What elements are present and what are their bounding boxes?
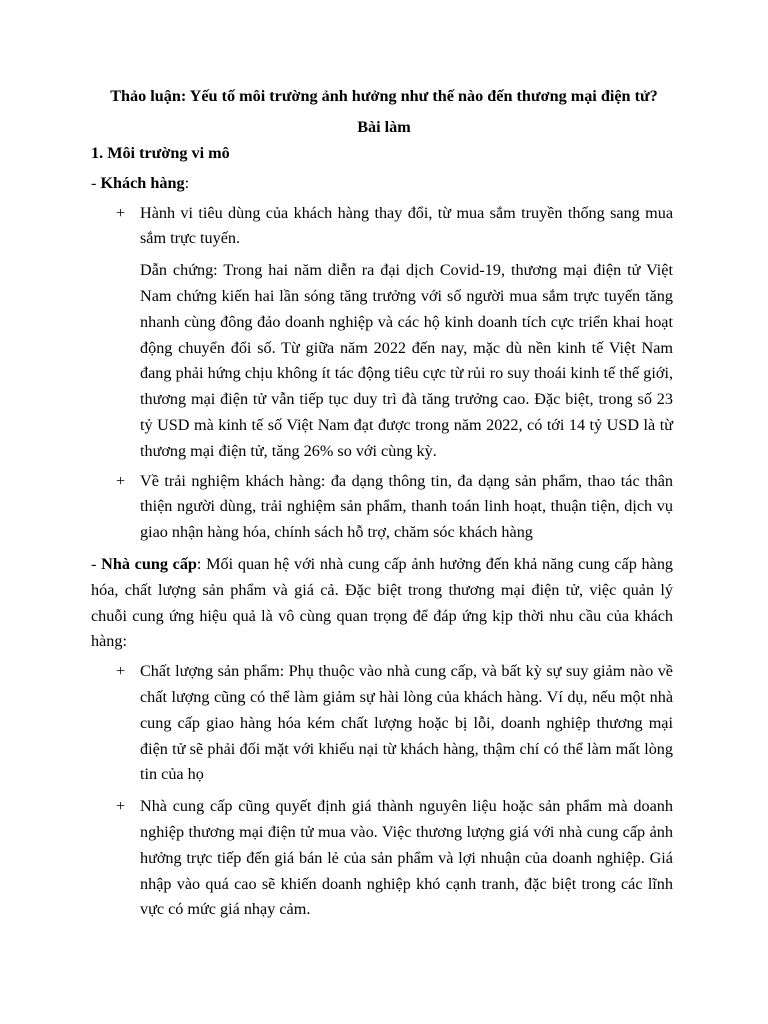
supplier-intro: : Mối quan hệ với nhà cung cấp ảnh hưởng đến khả năng cung cấp hàng hóa, chất lượng sản phẩm và giá cả. Đặc biệt trong thương mại điện tử, việc quản lý chuỗi cung ứng hiệu quả là vô cùng quan trọng để đáp ứng kịp thời nhu cầu của khách hàng: bbox=[91, 554, 674, 651]
section-heading: 1. Môi trường vi mô bbox=[91, 144, 230, 162]
supplier-prefix: - bbox=[91, 554, 102, 573]
customer-prefix: - bbox=[91, 173, 101, 192]
customer-bullet-list bbox=[91, 201, 673, 253]
bullet-marker: + bbox=[116, 471, 126, 490]
customer-label: Khách hàng bbox=[100, 173, 185, 192]
bullet-marker: + bbox=[116, 662, 126, 681]
customer-bullet-list-2 bbox=[91, 469, 673, 546]
supplier-bullet-list bbox=[91, 659, 673, 923]
list-item bbox=[91, 469, 673, 546]
supplier-paragraph bbox=[91, 552, 673, 655]
document-body bbox=[91, 141, 673, 929]
customer-bullet-behavior: Hành vi tiêu dùng của khách hàng thay đổi, từ mua sắm truyền thống sang mua sắm trực tuyến. bbox=[140, 203, 673, 248]
bullet-marker: + bbox=[116, 797, 126, 816]
list-item bbox=[91, 659, 673, 788]
customer-heading bbox=[91, 171, 673, 197]
document-subtitle: Bài làm bbox=[357, 118, 411, 136]
customer-evidence: Dẫn chứng: Trong hai năm diễn ra đại dịch Covid-19, thương mại điện tử Việt Nam chứng kiến hai lần sóng tăng trưởng với số người mua sắm trực tuyến tăng nhanh cùng đông đảo doanh nghiệp và các hộ kinh doanh tích cực triển khai hoạt động chuyển đổi số. Từ giữa năm 2022 đến nay, mặc dù nền kinh tế Việt Nam đang phải hứng chịu không ít tác động tiêu cực từ rủi ro suy thoái kinh tế thế giới, thương mại điện tử vẫn tiếp tục duy trì đà tăng trưởng cao. Đặc biệt, trong số 23 tỷ USD mà kinh tế số Việt Nam đạt được trong năm 2022, có tới 14 tỷ USD là từ thương mại điện tử, tăng 26% so với cùng kỳ. bbox=[140, 261, 673, 460]
customer-suffix: : bbox=[184, 173, 190, 192]
supplier-label: Nhà cung cấp bbox=[101, 554, 197, 573]
supplier-bullet-quality: Chất lượng sản phẩm: Phụ thuộc vào nhà cung cấp, và bất kỳ sự suy giảm nào về chất lượng cũng có thể làm giảm sự hài lòng của khách hàng. Ví dụ, nếu một nhà cung cấp giao hàng hóa kém chất lượng hoặc bị lỗi, doanh nghiệp thương mại điện tử sẽ phải đối mặt với khiếu nại từ khách hàng, thậm chí có thể làm mất lòng tin của họ bbox=[140, 662, 673, 784]
bullet-marker: + bbox=[116, 203, 126, 222]
document-title: Thảo luận: Yếu tố môi trường ảnh hưởng như thế nào đến thương mại điện tử? bbox=[110, 87, 658, 105]
customer-bullet-experience: Về trải nghiệm khách hàng: đa dạng thông tin, đa dạng sản phẩm, thao tác thân thiện người dùng, trải nghiệm sản phẩm, thanh toán linh hoạt, thuận tiện, dịch vụ giao nhận hàng hóa, chính sách hỗ trợ, chăm sóc khách hàng bbox=[140, 471, 673, 542]
list-item bbox=[91, 794, 673, 923]
supplier-bullet-pricing: Nhà cung cấp cũng quyết định giá thành nguyên liệu hoặc sản phẩm mà doanh nghiệp thương mại điện tử mua vào. Việc thương lượng giá với nhà cung cấp ảnh hưởng trực tiếp đến giá bán lẻ của sản phẩm và lợi nhuận của doanh nghiệp. Giá nhập vào quá cao sẽ khiến doanh nghiệp khó cạnh tranh, đặc biệt trong các lĩnh vực có mức giá nhạy cảm. bbox=[140, 797, 673, 919]
list-item bbox=[91, 201, 673, 253]
